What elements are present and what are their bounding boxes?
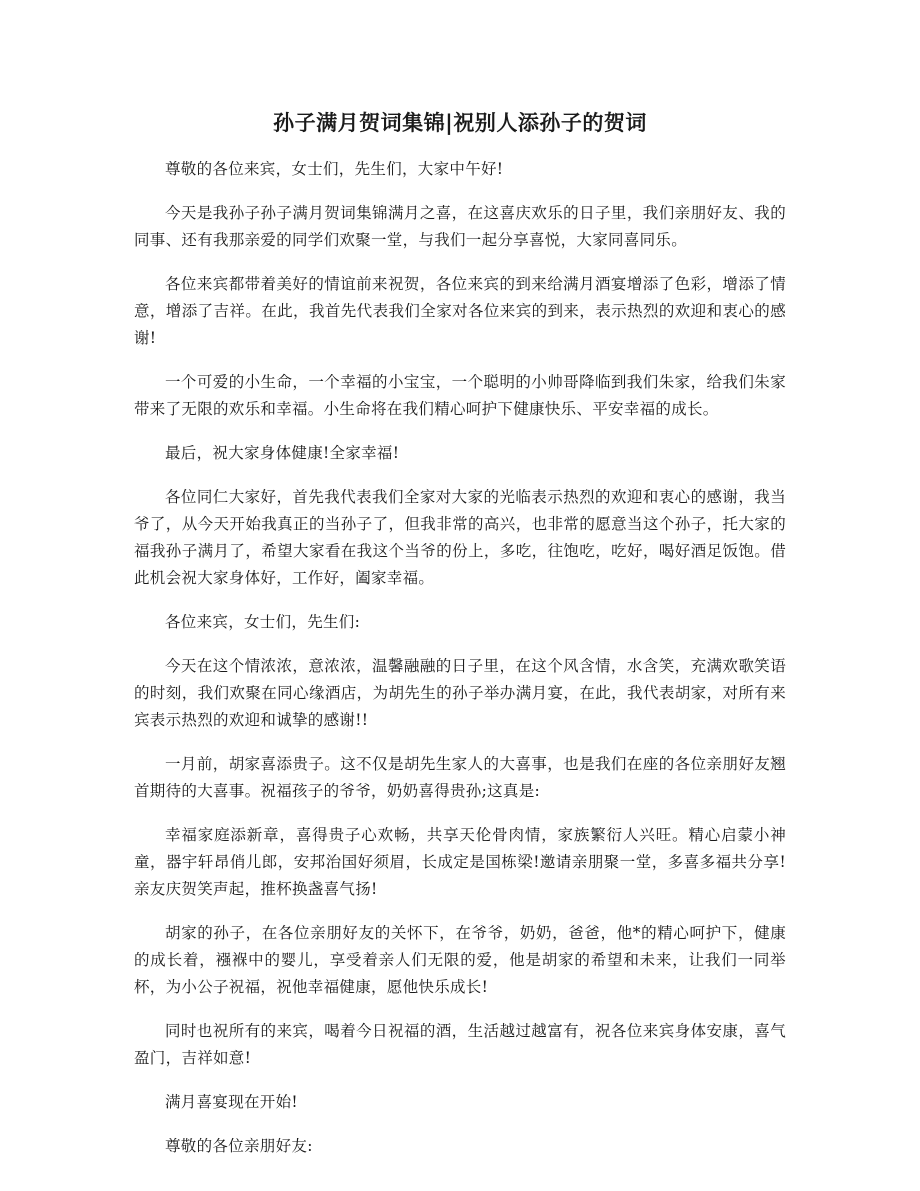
paragraph: 最后，祝大家身体健康!全家幸福! <box>165 444 400 462</box>
paragraph: 满月喜宴现在开始! <box>165 1093 298 1111</box>
paragraph: 同时也祝所有的来宾，喝着今日祝福的酒，生活越过越富有，祝各位来宾身体安康，喜气盈门，吉祥如意! <box>134 1022 786 1067</box>
paragraph: 一月前，胡家喜添贵子。这不仅是胡先生家人的大喜事，也是我们在座的各位亲朋好友翘首期待的大喜事。祝福孩子的爷爷，奶奶喜得贵孙;这真是: <box>134 755 786 800</box>
paragraph: 今天在这个情浓浓，意浓浓，温馨融融的日子里，在这个风含情，水含笑，充满欢歌笑语的时刻，我们欢聚在同心缘酒店，为胡先生的孙子举办满月宴，在此，我代表胡家，对所有来宾表示热烈的欢迎和诚挚的感谢!! <box>134 657 786 729</box>
paragraph: 今天是我孙子孙子满月贺词集锦满月之喜，在这喜庆欢乐的日子里，我们亲朋好友、我的同事、还有我那亲爱的同学们欢聚一堂，与我们一起分享喜悦，大家同喜同乐。 <box>134 204 786 249</box>
document-body <box>134 156 786 1177</box>
paragraph: 尊敬的各位亲朋好友: <box>165 1137 313 1155</box>
paragraph: 各位来宾都带着美好的情谊前来祝贺，各位来宾的到来给满月酒宴增添了色彩，增添了情意，增添了吉祥。在此，我首先代表我们全家对各位来宾的到来，表示热烈的欢迎和衷心的感谢! <box>134 275 786 347</box>
document-title: 孙子满月贺词集锦|祝别人添孙子的贺词 <box>273 111 647 135</box>
paragraph: 各位来宾，女士们，先生们: <box>165 613 361 631</box>
paragraph: 幸福家庭添新章，喜得贵子心欢畅，共享天伦骨肉情，家族繁衍人兴旺。精心启蒙小神童，器宇轩昂俏儿郎，安邦治国好须眉，长成定是国栋梁!邀请亲朋聚一堂，多喜多福共分享!亲友庆贺笑声起，推杯换盏喜气扬! <box>134 826 786 898</box>
paragraph: 尊敬的各位来宾，女士们，先生们，大家中午好! <box>165 160 504 178</box>
paragraph: 胡家的孙子，在各位亲朋好友的关怀下，在爷爷，奶奶，爸爸，他*的精心呵护下，健康的成长着，襁褓中的婴儿，享受着亲人们无限的爱，他是胡家的希望和未来，让我们一同举杯，为小公子祝福，祝他幸福健康，愿他快乐成长! <box>134 924 786 996</box>
paragraph: 各位同仁大家好，首先我代表我们全家对大家的光临表示热烈的欢迎和衷心的感谢，我当爷了，从今天开始我真正的当孙子了，但我非常的高兴，也非常的愿意当这个孙子，托大家的福我孙子满月了，希望大家看在我这个当爷的份上，多吃，往饱吃，吃好，喝好酒足饭饱。借此机会祝大家身体好，工作好，阖家幸福。 <box>134 488 786 587</box>
paragraph: 一个可爱的小生命，一个幸福的小宝宝，一个聪明的小帅哥降临到我们朱家，给我们朱家带来了无限的欢乐和幸福。小生命将在我们精心呵护下健康快乐、平安幸福的成长。 <box>134 373 786 418</box>
